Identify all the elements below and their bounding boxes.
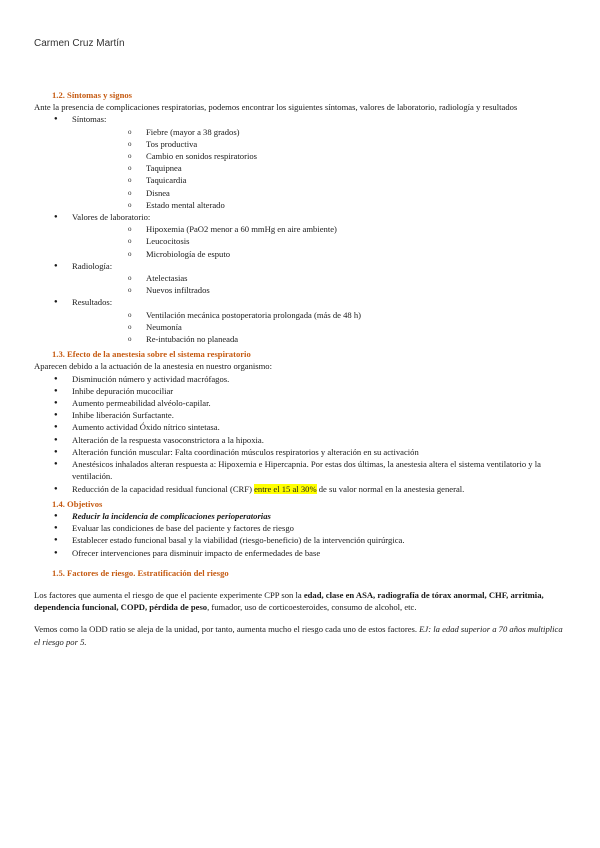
list-item: o Atelectasias [72, 272, 570, 284]
list-item: ● Valores de laboratorio: o Hipoxemia (PaO2 menor a 60 mmHg en aire ambiente) o Leucocitosis o Microbiología de esputo [34, 211, 570, 260]
list-item: ● Inhibe depuración mucociliar [34, 385, 570, 397]
list-item: o Disnea [72, 187, 570, 199]
section-heading-1-3: 1.3. Efecto de la anestesia sobre el sistema respiratorio [52, 349, 251, 360]
list-item: ● Reducción de la capacidad residual funcional (CRF) entre el 15 al 30% de su valor normal en la anestesia general. [34, 483, 570, 495]
list-item: ● Evaluar las condiciones de base del paciente y factores de riesgo [34, 522, 570, 534]
list-item: o Hipoxemia (PaO2 menor a 60 mmHg en aire ambiente) [72, 223, 570, 235]
list-item: o Cambio en sonidos respiratorios [72, 150, 570, 162]
list-item: ● Síntomas: o Fiebre (mayor a 38 grados) o Tos productiva o Cambio en sonidos respiratorios o Taquipnea o Taquicardia o Disnea o Estado mental alterado [34, 113, 570, 211]
section-heading-1-5: 1.5. Factores de riesgo. Estratificación del riesgo [52, 567, 229, 578]
list-item: ● Disminución número y actividad macrófagos. [34, 373, 570, 385]
author-name: Carmen Cruz Martín [34, 38, 125, 49]
section-heading-1-2: 1.2. Síntomas y signos [52, 90, 132, 100]
list-item: o Ventilación mecánica postoperatoria prolongada (más de 48 h) [72, 309, 570, 321]
list-item: ● Anestésicos inhalados alteran respuesta a: Hipoxemia e Hipercapnia. Por estas dos últimas, la anestesia altera el sistema ventilatorio y la ventilación. [34, 458, 570, 482]
list-item: o Estado mental alterado [72, 199, 570, 211]
list-item: o Nuevos infiltrados [72, 284, 570, 296]
list-item: ● Alteración de la respuesta vasoconstrictora a la hipoxia. [34, 434, 570, 446]
list-item: ● Ofrecer intervenciones para disminuir impacto de enfermedades de base [34, 547, 570, 559]
list-item: o Re-intubación no planeada [72, 333, 570, 345]
list-item: o Fiebre (mayor a 38 grados) [72, 126, 570, 138]
section-intro: Aparecen debido a la actuación de la anestesia en nuestro organismo: [34, 361, 272, 372]
list-item: ● Resultados: o Ventilación mecánica postoperatoria prolongada (más de 48 h) o Neumonía o Re-intubación no planeada [34, 296, 570, 345]
anesthesia-effects-list [34, 373, 570, 495]
section-heading-1-4: 1.4. Objetivos [52, 498, 103, 509]
highlighted-text: entre el 15 al 30% [254, 483, 317, 494]
document-body [34, 86, 570, 648]
list-item: o Tos productiva [72, 138, 570, 150]
list-item: o Taquipnea [72, 162, 570, 174]
section-intro: Ante la presencia de complicaciones respiratorias, podemos encontrar los siguientes síntomas, valores de laboratorio, radiología y resultados [34, 102, 518, 113]
odds-ratio-paragraph: Vemos como la ODD ratio se aleja de la unidad, por tanto, aumenta mucho el riesgo cada uno de estos factores. EJ: la edad superior a 70 años multiplica el riesgo por 5. [34, 624, 563, 647]
list-item: ● Aumento permeabilidad alvéolo-capilar. [34, 397, 570, 409]
symptom-groups [34, 113, 570, 345]
list-item: o Leucocitosis [72, 235, 570, 247]
list-item: ● Establecer estado funcional basal y la viabilidad (riesgo-beneficio) de la intervención quirúrgica. [34, 534, 570, 546]
list-item: ● Reducir la incidencia de complicaciones perioperatorias [34, 510, 570, 522]
list-item: ● Radiología: o Atelectasias o Nuevos infiltrados [34, 260, 570, 297]
list-item: ● Aumento actividad Óxido nítrico sintetasa. [34, 421, 570, 433]
list-item: o Microbiología de esputo [72, 248, 570, 260]
risk-factors-paragraph: Los factores que aumenta el riesgo de que el paciente experimente CPP son la edad, clase en ASA, radiografía de tórax anormal, CHF, arritmia, dependencia funcional, COPD, pérdida de peso, fumador, uso de corticoesteroides, consumo de alcohol, etc. [34, 589, 544, 613]
list-item: o Neumonía [72, 321, 570, 333]
list-item: ● Alteración función muscular: Falta coordinación músculos respiratorios y alteración en su activación [34, 446, 570, 458]
list-item: o Taquicardia [72, 174, 570, 186]
objectives-list [34, 510, 570, 559]
list-item: ● Inhibe liberación Surfactante. [34, 409, 570, 421]
